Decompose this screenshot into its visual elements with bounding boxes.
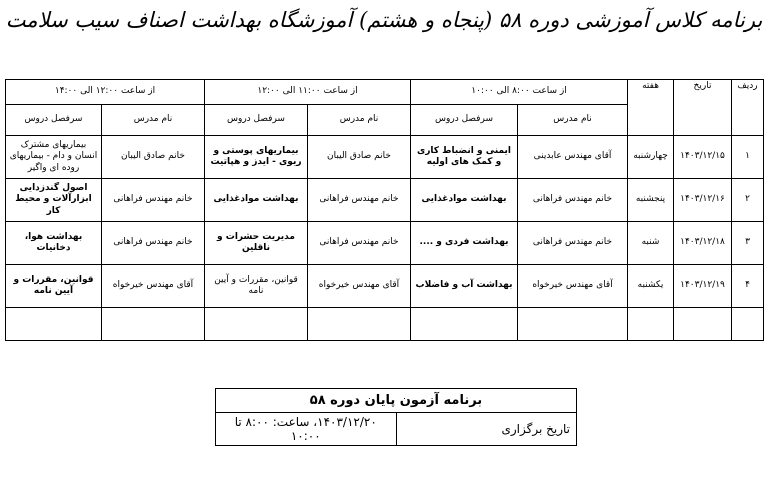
row-weekday: چهارشنبه <box>628 136 674 179</box>
header-teacher: نام مدرس <box>308 105 411 136</box>
topic-cell: بهداشت فردی و .... <box>411 222 518 265</box>
topic-cell: بیماریهای مشترک انسان و دام - بیماریهای روده ای واگیر <box>6 136 102 179</box>
header-slot-2: از ساعت ۱۱:۰۰ الی ۱۲:۰۰ <box>205 80 411 105</box>
teacher-cell: خانم صادق الیبان <box>102 136 205 179</box>
row-date: ۱۴۰۳/۱۲/۱۶ <box>674 179 732 222</box>
header-topic: سرفصل دروس <box>6 105 102 136</box>
empty-cell <box>411 308 518 341</box>
empty-cell <box>308 308 411 341</box>
table-row <box>6 222 764 265</box>
teacher-cell: آقای مهندس خیرخواه <box>518 265 628 308</box>
header-topic: سرفصل دروس <box>205 105 308 136</box>
row-weekday: پنجشنبه <box>628 179 674 222</box>
header-row-no: ردیف <box>732 80 764 136</box>
row-number: ۳ <box>732 222 764 265</box>
empty-cell <box>674 308 732 341</box>
header-teacher: نام مدرس <box>102 105 205 136</box>
empty-cell <box>6 308 102 341</box>
topic-cell: مدیریت حشرات و ناقلین <box>205 222 308 265</box>
topic-cell: قوانین، مقررات و آیین نامه <box>205 265 308 308</box>
teacher-cell: آقای مهندس خیرخواه <box>308 265 411 308</box>
exam-date-value: ۱۴۰۳/۱۲/۲۰، ساعت: ۸:۰۰ تا ۱۰:۰۰ <box>216 413 397 446</box>
row-number: ۱ <box>732 136 764 179</box>
header-weekday: هفته <box>628 80 674 136</box>
row-weekday: یکشنبه <box>628 265 674 308</box>
table-row <box>6 179 764 222</box>
empty-cell <box>628 308 674 341</box>
teacher-cell: خانم مهندس فراهانی <box>102 222 205 265</box>
topic-cell: بیماریهای پوستی و ریوی - ایدز و هپاتیت <box>205 136 308 179</box>
teacher-cell: آقای مهندس خیرخواه <box>102 265 205 308</box>
teacher-cell: خانم مهندس فراهانی <box>518 179 628 222</box>
row-number: ۴ <box>732 265 764 308</box>
row-number: ۲ <box>732 179 764 222</box>
topic-cell: بهداشت آب و فاضلاب <box>411 265 518 308</box>
header-slot-3: از ساعت ۱۲:۰۰ الی ۱۴:۰۰ <box>6 80 205 105</box>
header-date: تاریخ <box>674 80 732 136</box>
row-weekday: شنبه <box>628 222 674 265</box>
teacher-cell: خانم مهندس فراهانی <box>102 179 205 222</box>
header-slot-1: از ساعت ۸:۰۰ الی ۱۰:۰۰ <box>411 80 628 105</box>
page-title: برنامه کلاس آموزشی دوره ۵۸ (پنجاه و هشتم) آموزشگاه بهداشت اصناف سیب سلامت <box>5 8 763 32</box>
table-row <box>6 136 764 179</box>
table-row <box>6 265 764 308</box>
exam-date-label: تاریخ برگزاری <box>396 413 577 446</box>
row-date: ۱۴۰۳/۱۲/۱۹ <box>674 265 732 308</box>
table-trailer-row <box>6 308 764 341</box>
empty-cell <box>732 308 764 341</box>
teacher-cell: خانم مهندس فراهانی <box>518 222 628 265</box>
topic-cell: بهداشت موادغذایی <box>205 179 308 222</box>
empty-cell <box>102 308 205 341</box>
header-teacher: نام مدرس <box>518 105 628 136</box>
row-date: ۱۴۰۳/۱۲/۱۸ <box>674 222 732 265</box>
exam-table <box>215 388 577 446</box>
topic-cell: ایمنی و انضباط کاری و کمک های اولیه <box>411 136 518 179</box>
header-topic: سرفصل دروس <box>411 105 518 136</box>
row-date: ۱۴۰۳/۱۲/۱۵ <box>674 136 732 179</box>
teacher-cell: خانم مهندس فراهانی <box>308 222 411 265</box>
topic-cell: اصول گندزدایی ابزارآلات و محیط کار <box>6 179 102 222</box>
exam-title: برنامه آزمون پایان دوره ۵۸ <box>216 389 577 413</box>
topic-cell: قوانین، مقررات و آیین نامه <box>6 265 102 308</box>
empty-cell <box>205 308 308 341</box>
empty-cell <box>518 308 628 341</box>
teacher-cell: خانم صادق الیبان <box>308 136 411 179</box>
topic-cell: بهداشت موادغذایی <box>411 179 518 222</box>
teacher-cell: آقای مهندس عابدینی <box>518 136 628 179</box>
teacher-cell: خانم مهندس فراهانی <box>308 179 411 222</box>
topic-cell: بهداشت هوا، دخانیات <box>6 222 102 265</box>
schedule-table <box>5 79 764 341</box>
